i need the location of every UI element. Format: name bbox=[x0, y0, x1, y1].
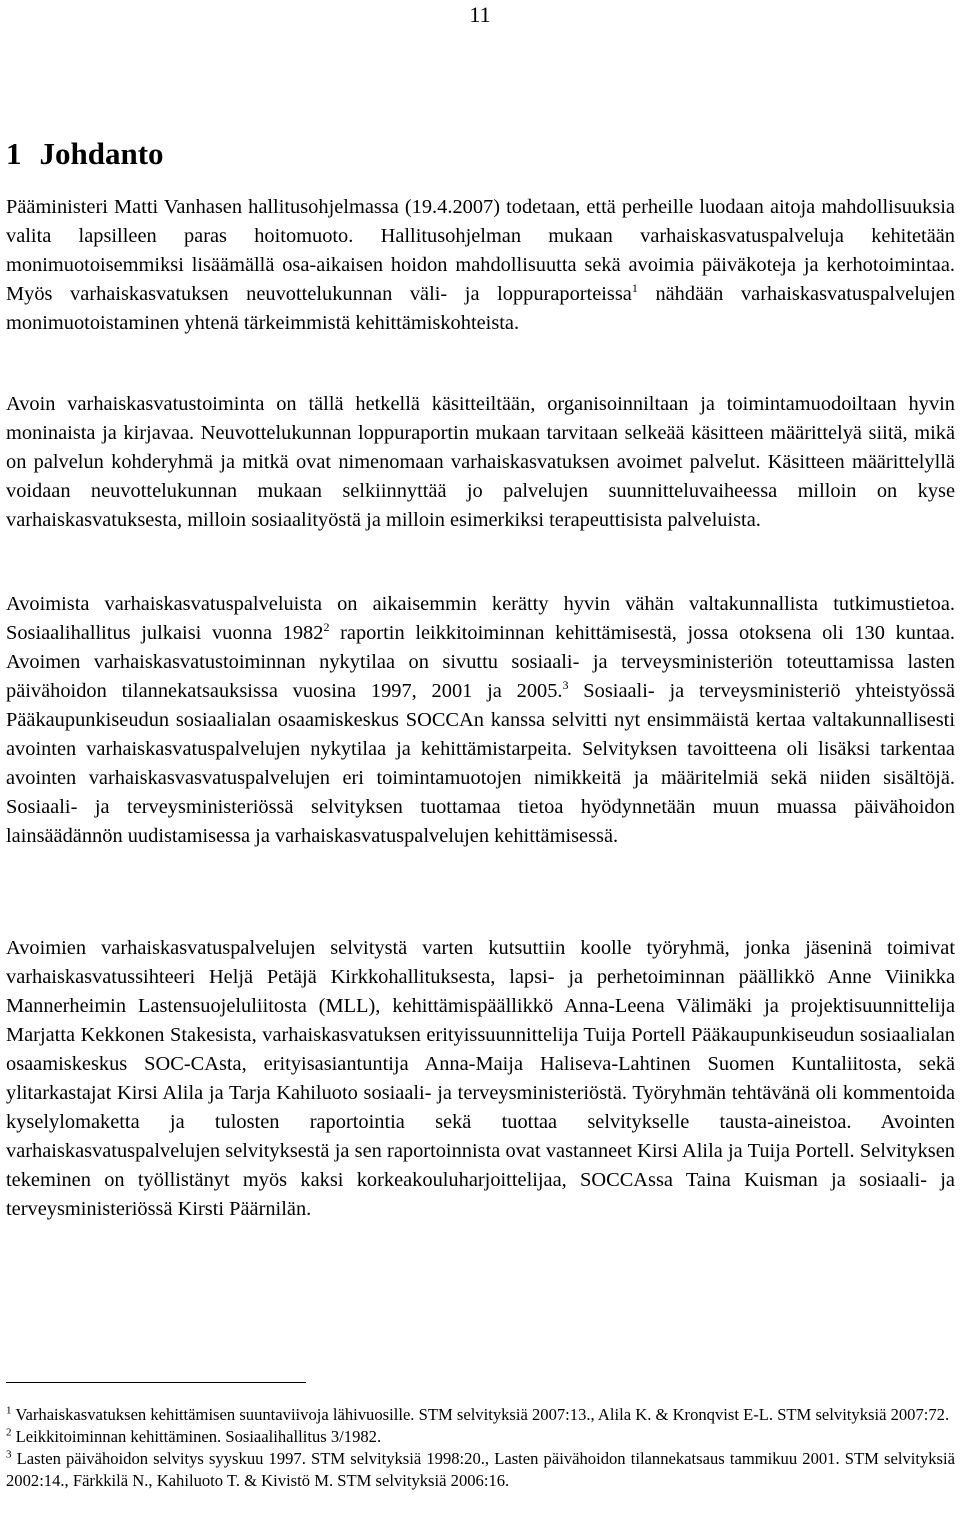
footnote bbox=[6, 1448, 955, 1492]
footnote-separator bbox=[6, 1382, 306, 1383]
paragraph-3-text-b: raportin leikkitoiminnan kehittämisestä, jossa otoksena oli 130 kuntaa. Avoimen varhaiskasvatustoiminnan nykytilaa on sivuttu sosiaali- ja terveysministeriön toteuttamissa lasten päivähoidon tilannekatsauksissa vuosina 1997, 2001 ja 2005. bbox=[6, 622, 955, 702]
chapter-title bbox=[6, 134, 164, 174]
paragraph-1-text-b: nähdään varhaiskasvatuspalvelujen monimuotoistaminen yhtenä tärkeimmistä kehittämiskohteista. bbox=[6, 283, 955, 334]
footnote-text: Lasten päivähoidon selvitys syyskuu 1997. STM selvityksiä 1998:20., Lasten päivähoidon tilannekatsaus tammikuu 2001. STM selvityksiä 2002:14., Färkkilä N., Kahiluoto T. & Kivistö M. STM selvityksiä 2006:16. bbox=[6, 1449, 955, 1490]
footnote-mark: 3 bbox=[6, 1448, 12, 1461]
paragraph-1 bbox=[6, 193, 955, 338]
chapter-title-text: Johdanto bbox=[39, 136, 164, 171]
paragraph-3 bbox=[6, 590, 955, 851]
paragraph-1-text-a: Pääministeri Matti Vanhasen hallitusohjelmassa (19.4.2007) todetaan, että perheille luodaan aitoja mahdollisuuksia valita lapsilleen paras hoitomuoto. Hallitusohjelman mukaan varhaiskasvatuspalveluja kehitetään monimuotoisemmiksi lisäämällä osa-aikaisen hoidon mahdollisuutta sekä avoimia päiväkoteja ja kerhotoimintaa. Myös varhaiskasvatuksen neuvottelukunnan väli- ja loppuraporteissa bbox=[6, 196, 955, 305]
footnotes bbox=[6, 1404, 955, 1492]
footnote-text: Leikkitoiminnan kehittäminen. Sosiaalihallitus 3/1982. bbox=[15, 1427, 382, 1446]
footnote bbox=[6, 1404, 955, 1426]
footnote-mark: 1 bbox=[6, 1404, 12, 1417]
paragraph-3-text-a: Avoimista varhaiskasvatuspalveluista on aikaisemmin kerätty hyvin vähän valtakunnallista tutkimustietoa. Sosiaalihallitus julkaisi vuonna 1982 bbox=[6, 593, 955, 644]
paragraph-3-text-c: Sosiaali- ja terveysministeriö yhteistyössä Pääkaupunkiseudun sosiaalialan osaamiskeskus SOCCAn kanssa selvitti nyt ensimmäistä kertaa valtakunnallisesti avointen varhaiskasvatuspalvelujen nykytilaa ja kehittämistarpeita. Selvityksen tavoitteena oli lisäksi tarkentaa avointen varhaiskasvasvatuspalvelujen eri toimintamuotojen nimikkeitä ja määritelmiä sekä niiden sisältöjä. Sosiaali- ja terveysministeriössä selvityksen tuottamaa tietoa hyödynnetään muun muassa päivähoidon lainsäädännön uudistamisessa ja varhaiskasvatuspalvelujen kehittämisessä. bbox=[6, 680, 955, 847]
chapter-number: 1 bbox=[6, 136, 22, 171]
footnote-mark: 2 bbox=[6, 1426, 12, 1439]
footnote bbox=[6, 1426, 955, 1448]
paragraph-2: Avoin varhaiskasvatustoiminta on tällä hetkellä käsitteiltään, organisoinniltaan ja toimintamuodoiltaan hyvin moninaista ja kirjavaa. Neuvottelukunnan loppuraportin mukaan tarvitaan selkeää käsitteen määrittelyä siitä, mikä on palvelun kohderyhmä ja mitkä ovat nimenomaan varhaiskasvatuksen avoimet palvelut. Käsitteen määrittelyllä voidaan neuvottelukunnan mukaan selkiinnyttää jo palvelujen suunnitteluvaiheessa milloin on kyse varhaiskasvatuksesta, milloin sosiaalityöstä ja milloin esimerkiksi terapeuttisista palveluista. bbox=[6, 393, 955, 531]
footnote-ref-1: 1 bbox=[631, 281, 638, 296]
page-number: 11 bbox=[469, 2, 491, 27]
paragraph-4: Avoimien varhaiskasvatuspalvelujen selvitystä varten kutsuttiin koolle työryhmä, jonka jäseninä toimivat varhaiskasvatussihteeri Heljä Petäjä Kirkkohallituksesta, lapsi- ja perhetoiminnan päällikkö Anne Viinikka Mannerheimin Lastensuojeluliitosta (MLL), kehittämispäällikkö Anna-Leena Välimäki ja projektisuunnittelija Marjatta Kekkonen Stakesista, varhaiskasvatuksen erityissuunnittelija Tuija Portell Pääkaupunkiseudun sosiaalialan osaamiskeskus SOC-CAsta, erityisasiantuntija Anna-Maija Haliseva-Lahtinen Suomen Kuntaliitosta, sekä ylitarkastajat Kirsi Alila ja Tarja Kahiluoto sosiaali- ja terveysministeriöstä. Työryhmän tehtävänä oli kommentoida kyselylomaketta ja tulosten raportointia sekä tuottaa selvitykselle tausta-aineistoa. Avointen varhaiskasvatuspalvelujen selvityksestä ja sen raportoinnista ovat vastanneet Kirsi Alila ja Tuija Portell. Selvityksen tekeminen on työllistänyt myös kaksi korkeakouluharjoittelijaa, SOCCAssa Taina Kuisman ja sosiaali- ja terveysministeriössä Kirsti Päärnilän. bbox=[6, 937, 955, 1220]
footnote-ref-2: 2 bbox=[323, 620, 330, 635]
footnote-text: Varhaiskasvatuksen kehittämisen suuntaviivoja lähivuosille. STM selvityksiä 2007:13., Alila K. & Kronqvist E-L. STM selvityksiä 2007:72. bbox=[15, 1405, 950, 1424]
footnote-ref-3: 3 bbox=[562, 678, 569, 693]
